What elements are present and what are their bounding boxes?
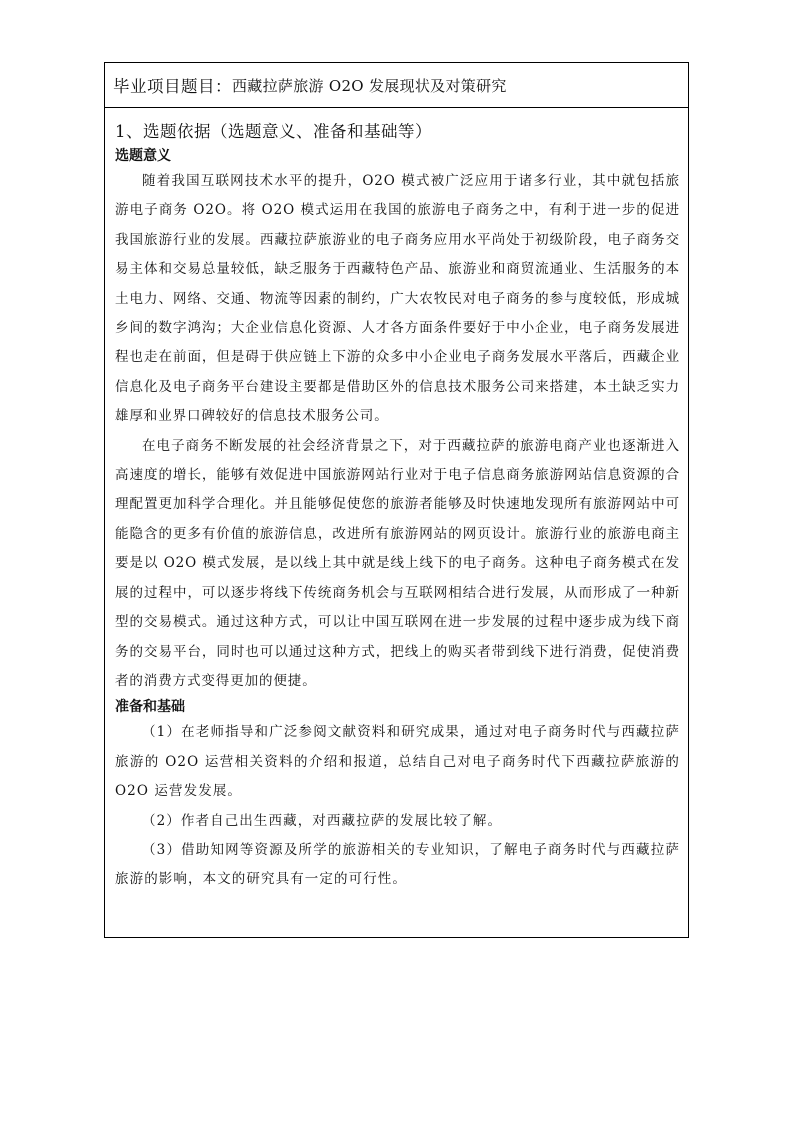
significance-paragraph-2: 在电子商务不断发展的社会经济背景之下，对于西藏拉萨的旅游电商产业也逐渐进入高速度的增长，能够有效促进中国旅游网站行业对于电子信息商务旅游网站信息资源的合理配置更加科学合理化。并且能够促使您的旅游者能够及时快速地发现所有旅游网站中可能隐含的更多有价值的旅游信息，改进所有旅游网站的网页设计。旅游行业的旅游电商主要是以 O2O 模式发展，是以线上其中就是线上线下的电子商务。这种电子商务模式在发展的过程中，可以逐步将线下传统商务机会与互联网相结合进行发展，从而形成了一种新型的交易模式。通过这种方式，可以让中国互联网在进一步发展的过程中逐步成为线下商务的交易平台，同时也可以通过这种方式，把线上的购买者带到线下进行消费，促使消费者的消费方式变得更加的便捷。 [115,437,680,689]
significance-paragraph-1: 随着我国互联网技术水平的提升，O2O 模式被广泛应用于诸多行业，其中就包括旅游电子商务 O2O。将 O2O 模式运用在我国的旅游电子商务之中，有利于进一步的促进我国旅游行业的发展。西藏拉萨旅游业的电子商务应用水平尚处于初级阶段，电子商务交易主体和交易总量较低，缺乏服务于西藏特色产品、旅游业和商贸流通业、生活服务的本土电力、网络、交通、物流等因素的制约，广大农牧民对电子商务的参与度较低，形成城乡间的数字鸿沟；大企业信息化资源、人才各方面条件要好于中小企业，电子商务发展进程也走在前面，但是碍于供应链上下游的众多中小企业电子商务发展水平落后，西藏企业信息化及电子商务平台建设主要都是借助区外的信息技术服务公司来搭建，本土缺乏实力雄厚和业界口碑较好的信息技术服务公司。 [115,173,680,425]
project-title-label: 毕业项目题目： [113,77,232,96]
preparation-heading: 准备和基础 [115,699,185,716]
section-heading: 1、选题依据（选题意义、准备和基础等） [115,122,432,141]
proposal-form-table [104,62,689,938]
preparation-item-2: （2）作者自己出生西藏，对西藏拉萨的发展比较了解。 [142,812,503,829]
significance-heading: 选题意义 [115,148,171,164]
preparation-item-1: （1）在老师指导和广泛参阅文献资料和研究成果，通过对电子商务时代与西藏拉萨旅游的 O2O 运营相关资料的介绍和报道，总结自己对电子商务时代下西藏拉萨旅游的 O2O 运营发发展。 [115,724,680,800]
project-title-value: 西藏拉萨旅游 O2O 发展现状及对策研究 [232,76,507,95]
project-title-row [105,63,688,108]
preparation-item-3: （3）借助知网等资源及所学的旅游相关的专业知识，了解电子商务时代与西藏拉萨旅游的影响，本文的研究具有一定的可行性。 [115,841,680,888]
topic-basis-section [105,108,688,895]
